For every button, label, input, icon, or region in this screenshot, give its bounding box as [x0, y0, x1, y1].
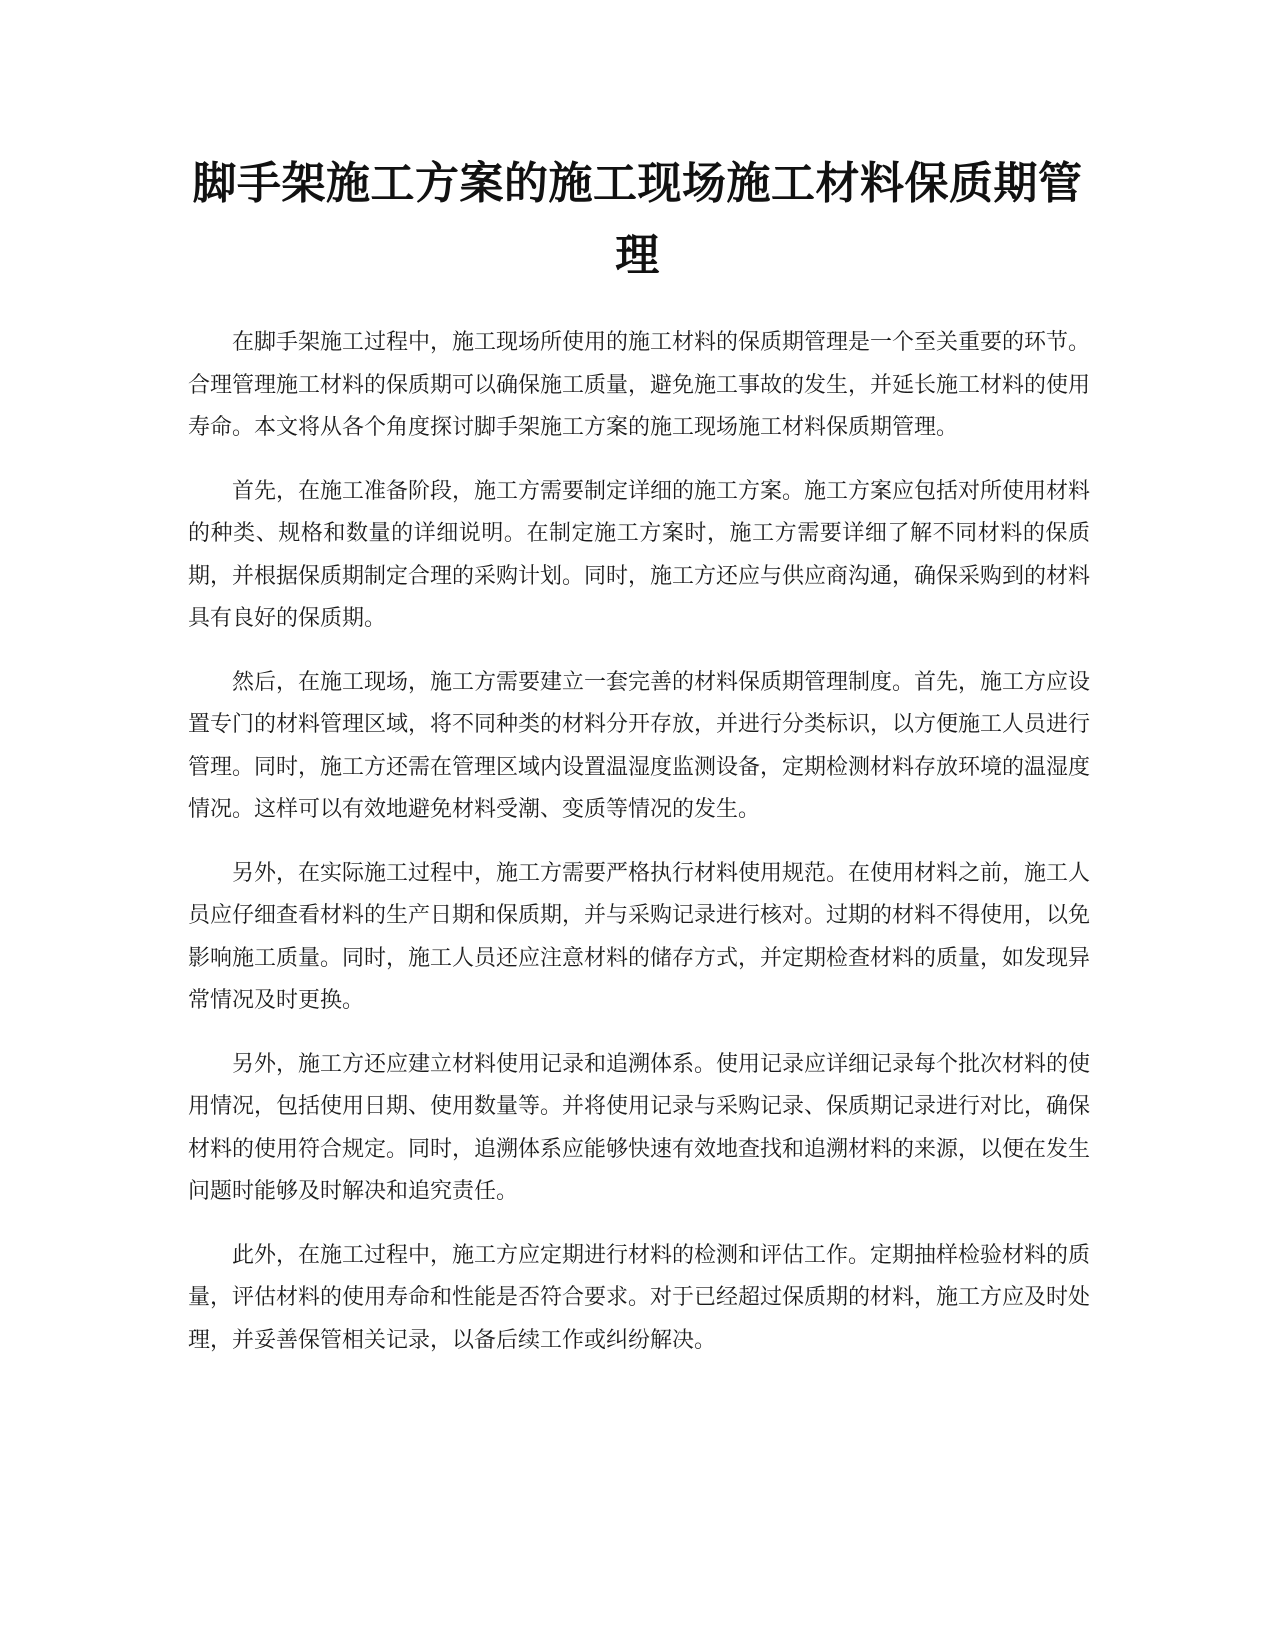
document-title: 脚手架施工方案的施工现场施工材料保质期管理 — [192, 158, 1083, 281]
paragraph-2: 首先，在施工准备阶段，施工方需要制定详细的施工方案。施工方案应包括对所使用材料的种类、规格和数量的详细说明。在制定施工方案时，施工方需要详细了解不同材料的保质期，并根据保质期制定合理的采购计划。同时，施工方还应与供应商沟通，确保采购到的材料具有良好的保质期。 — [188, 478, 1091, 631]
paragraph-5: 另外，施工方还应建立材料使用记录和追溯体系。使用记录应详细记录每个批次材料的使用情况，包括使用日期、使用数量等。并将使用记录与采购记录、保质期记录进行对比，确保材料的使用符合规定。同时，追溯体系应能够快速有效地查找和追溯材料的来源，以便在发生问题时能够及时解决和追究责任。 — [188, 1051, 1091, 1204]
paragraph-1: 在脚手架施工过程中，施工现场所使用的施工材料的保质期管理是一个至关重要的环节。合理管理施工材料的保质期可以确保施工质量，避免施工事故的发生，并延长施工材料的使用寿命。本文将从各个角度探讨脚手架施工方案的施工现场施工材料保质期管理。 — [188, 330, 1091, 440]
paragraph-6: 此外，在施工过程中，施工方应定期进行材料的检测和评估工作。定期抽样检验材料的质量，评估材料的使用寿命和性能是否符合要求。对于已经超过保质期的材料，施工方应及时处理，并妥善保管相关记录，以备后续工作或纠纷解决。 — [188, 1242, 1091, 1353]
paragraph-3: 然后，在施工现场，施工方需要建立一套完善的材料保质期管理制度。首先，施工方应设置专门的材料管理区域，将不同种类的材料分开存放，并进行分类标识，以方便施工人员进行管理。同时，施工方还需在管理区域内设置温湿度监测设备，定期检测材料存放环境的温湿度情况。这样可以有效地避免材料受潮、变质等情况的发生。 — [188, 669, 1091, 822]
paragraph-4: 另外，在实际施工过程中，施工方需要严格执行材料使用规范。在使用材料之前，施工人员应仔细查看材料的生产日期和保质期，并与采购记录进行核对。过期的材料不得使用，以免影响施工质量。同时，施工人员还应注意材料的储存方式，并定期检查材料的质量，如发现异常情况及时更换。 — [188, 860, 1091, 1013]
document-body — [188, 322, 1090, 1383]
